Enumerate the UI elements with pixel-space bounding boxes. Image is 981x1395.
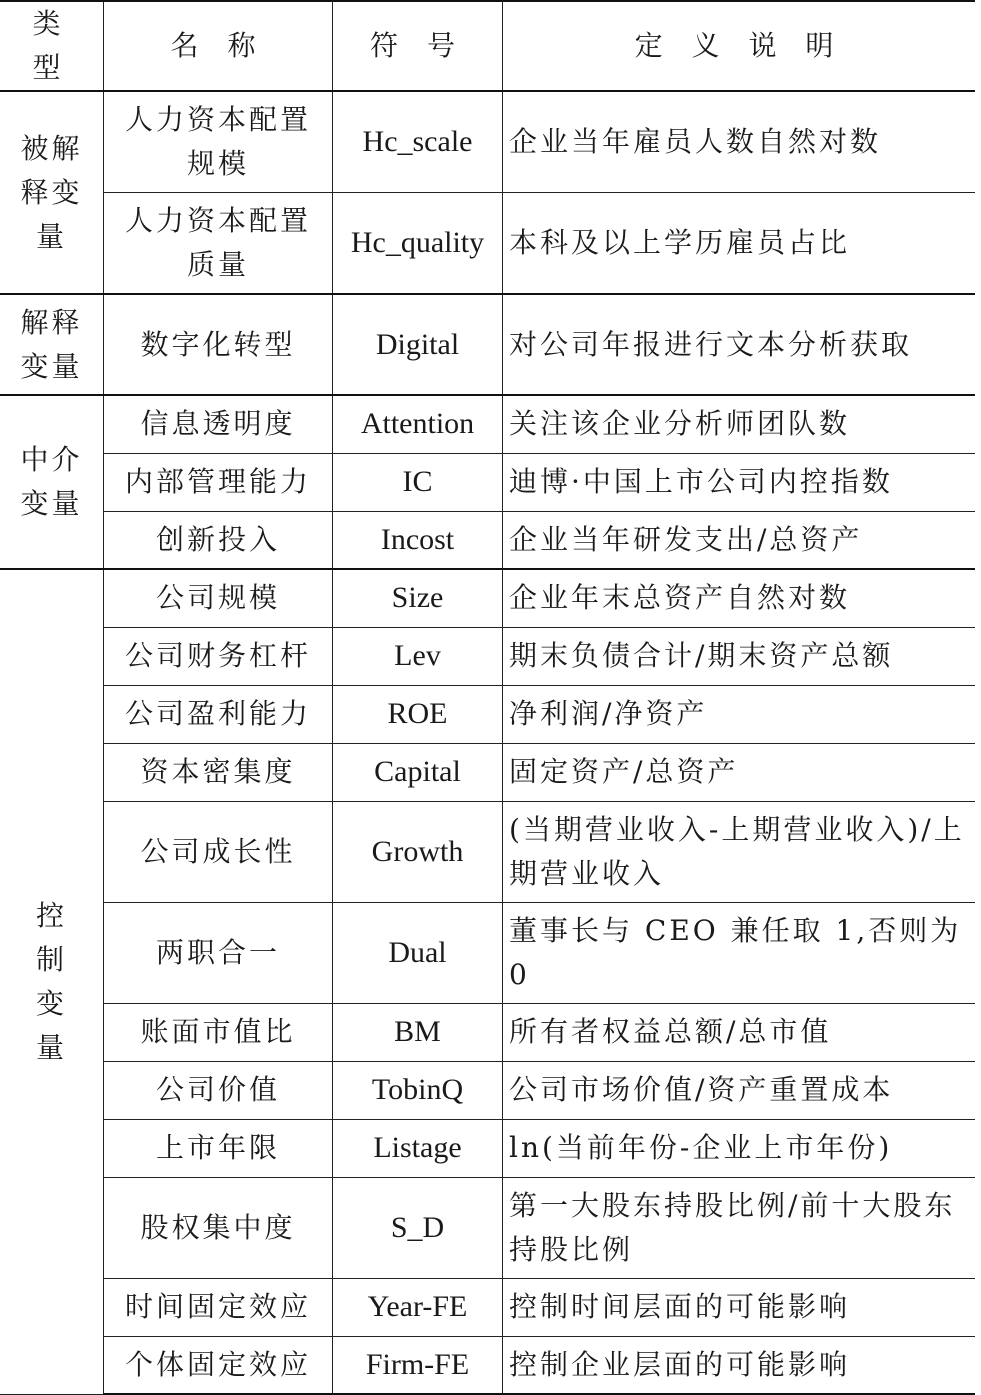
variable-name: 数字化转型 bbox=[104, 294, 333, 395]
group-explanatory: 解释变量 bbox=[0, 294, 104, 395]
variable-symbol: TobinQ bbox=[333, 1061, 503, 1119]
variable-name: 公司财务杠杆 bbox=[104, 627, 333, 685]
table-row bbox=[0, 395, 975, 453]
variable-symbol: Digital bbox=[333, 294, 503, 395]
variable-definition: ln(当前年份-企业上市年份) bbox=[503, 1119, 976, 1177]
variable-name: 信息透明度 bbox=[104, 395, 333, 453]
variable-symbol: Dual bbox=[333, 902, 503, 1003]
header-name: 名 称 bbox=[104, 1, 333, 91]
variable-symbol: Capital bbox=[333, 743, 503, 801]
header-row bbox=[0, 1, 975, 91]
table-row bbox=[0, 1278, 975, 1336]
table-row bbox=[0, 902, 975, 1003]
variable-name: 股权集中度 bbox=[104, 1177, 333, 1278]
variable-symbol: Attention bbox=[333, 395, 503, 453]
variable-symbol: Hc_scale bbox=[333, 91, 503, 192]
variable-definition: 迪博·中国上市公司内控指数 bbox=[503, 453, 976, 511]
table-row bbox=[0, 801, 975, 902]
variable-definition: 控制企业层面的可能影响 bbox=[503, 1336, 976, 1394]
group-control: 控制变量 bbox=[0, 569, 104, 1394]
variable-symbol: BM bbox=[333, 1003, 503, 1061]
variable-definition: 公司市场价值/资产重置成本 bbox=[503, 1061, 976, 1119]
variable-name: 人力资本配置规模 bbox=[104, 91, 333, 192]
variable-symbol: Growth bbox=[333, 801, 503, 902]
variable-definition: 所有者权益总额/总市值 bbox=[503, 1003, 976, 1061]
variable-definition: 控制时间层面的可能影响 bbox=[503, 1278, 976, 1336]
variable-name: 个体固定效应 bbox=[104, 1336, 333, 1394]
header-type: 类 型 bbox=[0, 1, 104, 91]
table-row bbox=[0, 294, 975, 395]
table-row bbox=[0, 453, 975, 511]
variable-name: 资本密集度 bbox=[104, 743, 333, 801]
table-row bbox=[0, 192, 975, 294]
table-row bbox=[0, 1336, 975, 1394]
variable-name: 两职合一 bbox=[104, 902, 333, 1003]
variable-name: 公司成长性 bbox=[104, 801, 333, 902]
table-row bbox=[0, 569, 975, 627]
variable-name: 人力资本配置质量 bbox=[104, 192, 333, 294]
variable-name: 上市年限 bbox=[104, 1119, 333, 1177]
variable-definition: 本科及以上学历雇员占比 bbox=[503, 192, 976, 294]
variable-definition: 第一大股东持股比例/前十大股东持股比例 bbox=[503, 1177, 976, 1278]
table-row bbox=[0, 627, 975, 685]
variable-definition: 对公司年报进行文本分析获取 bbox=[503, 294, 976, 395]
table-row bbox=[0, 743, 975, 801]
variable-name: 内部管理能力 bbox=[104, 453, 333, 511]
variable-name: 时间固定效应 bbox=[104, 1278, 333, 1336]
table-row bbox=[0, 91, 975, 192]
variable-symbol: Hc_quality bbox=[333, 192, 503, 294]
group-dependent: 被解释变量 bbox=[0, 91, 104, 294]
variable-definition: (当期营业收入-上期营业收入)/上期营业收入 bbox=[503, 801, 976, 902]
table-row bbox=[0, 1177, 975, 1278]
variable-symbol: Listage bbox=[333, 1119, 503, 1177]
table-row bbox=[0, 1061, 975, 1119]
variable-definition: 关注该企业分析师团队数 bbox=[503, 395, 976, 453]
variable-definition: 董事长与 CEO 兼任取 1,否则为 0 bbox=[503, 902, 976, 1003]
variable-definition: 企业当年研发支出/总资产 bbox=[503, 511, 976, 569]
table-row bbox=[0, 1003, 975, 1061]
variable-symbol: Lev bbox=[333, 627, 503, 685]
variable-symbol: ROE bbox=[333, 685, 503, 743]
variable-symbol: Year-FE bbox=[333, 1278, 503, 1336]
variable-definition: 企业当年雇员人数自然对数 bbox=[503, 91, 976, 192]
variable-symbol: Firm-FE bbox=[333, 1336, 503, 1394]
header-definition: 定 义 说 明 bbox=[503, 1, 976, 91]
variable-definition: 净利润/净资产 bbox=[503, 685, 976, 743]
variable-symbol: Incost bbox=[333, 511, 503, 569]
variable-name: 创新投入 bbox=[104, 511, 333, 569]
variable-name: 公司盈利能力 bbox=[104, 685, 333, 743]
group-mediator: 中介变量 bbox=[0, 395, 104, 569]
variable-symbol: Size bbox=[333, 569, 503, 627]
variable-definition: 企业年末总资产自然对数 bbox=[503, 569, 976, 627]
variable-name: 公司规模 bbox=[104, 569, 333, 627]
table-row bbox=[0, 685, 975, 743]
variable-symbol: IC bbox=[333, 453, 503, 511]
variable-definition: 固定资产/总资产 bbox=[503, 743, 976, 801]
table-row bbox=[0, 511, 975, 569]
variable-name: 账面市值比 bbox=[104, 1003, 333, 1061]
variable-name: 公司价值 bbox=[104, 1061, 333, 1119]
table-row bbox=[0, 1119, 975, 1177]
header-symbol: 符 号 bbox=[333, 1, 503, 91]
variable-symbol: S_D bbox=[333, 1177, 503, 1278]
variable-definition: 期末负债合计/期末资产总额 bbox=[503, 627, 976, 685]
